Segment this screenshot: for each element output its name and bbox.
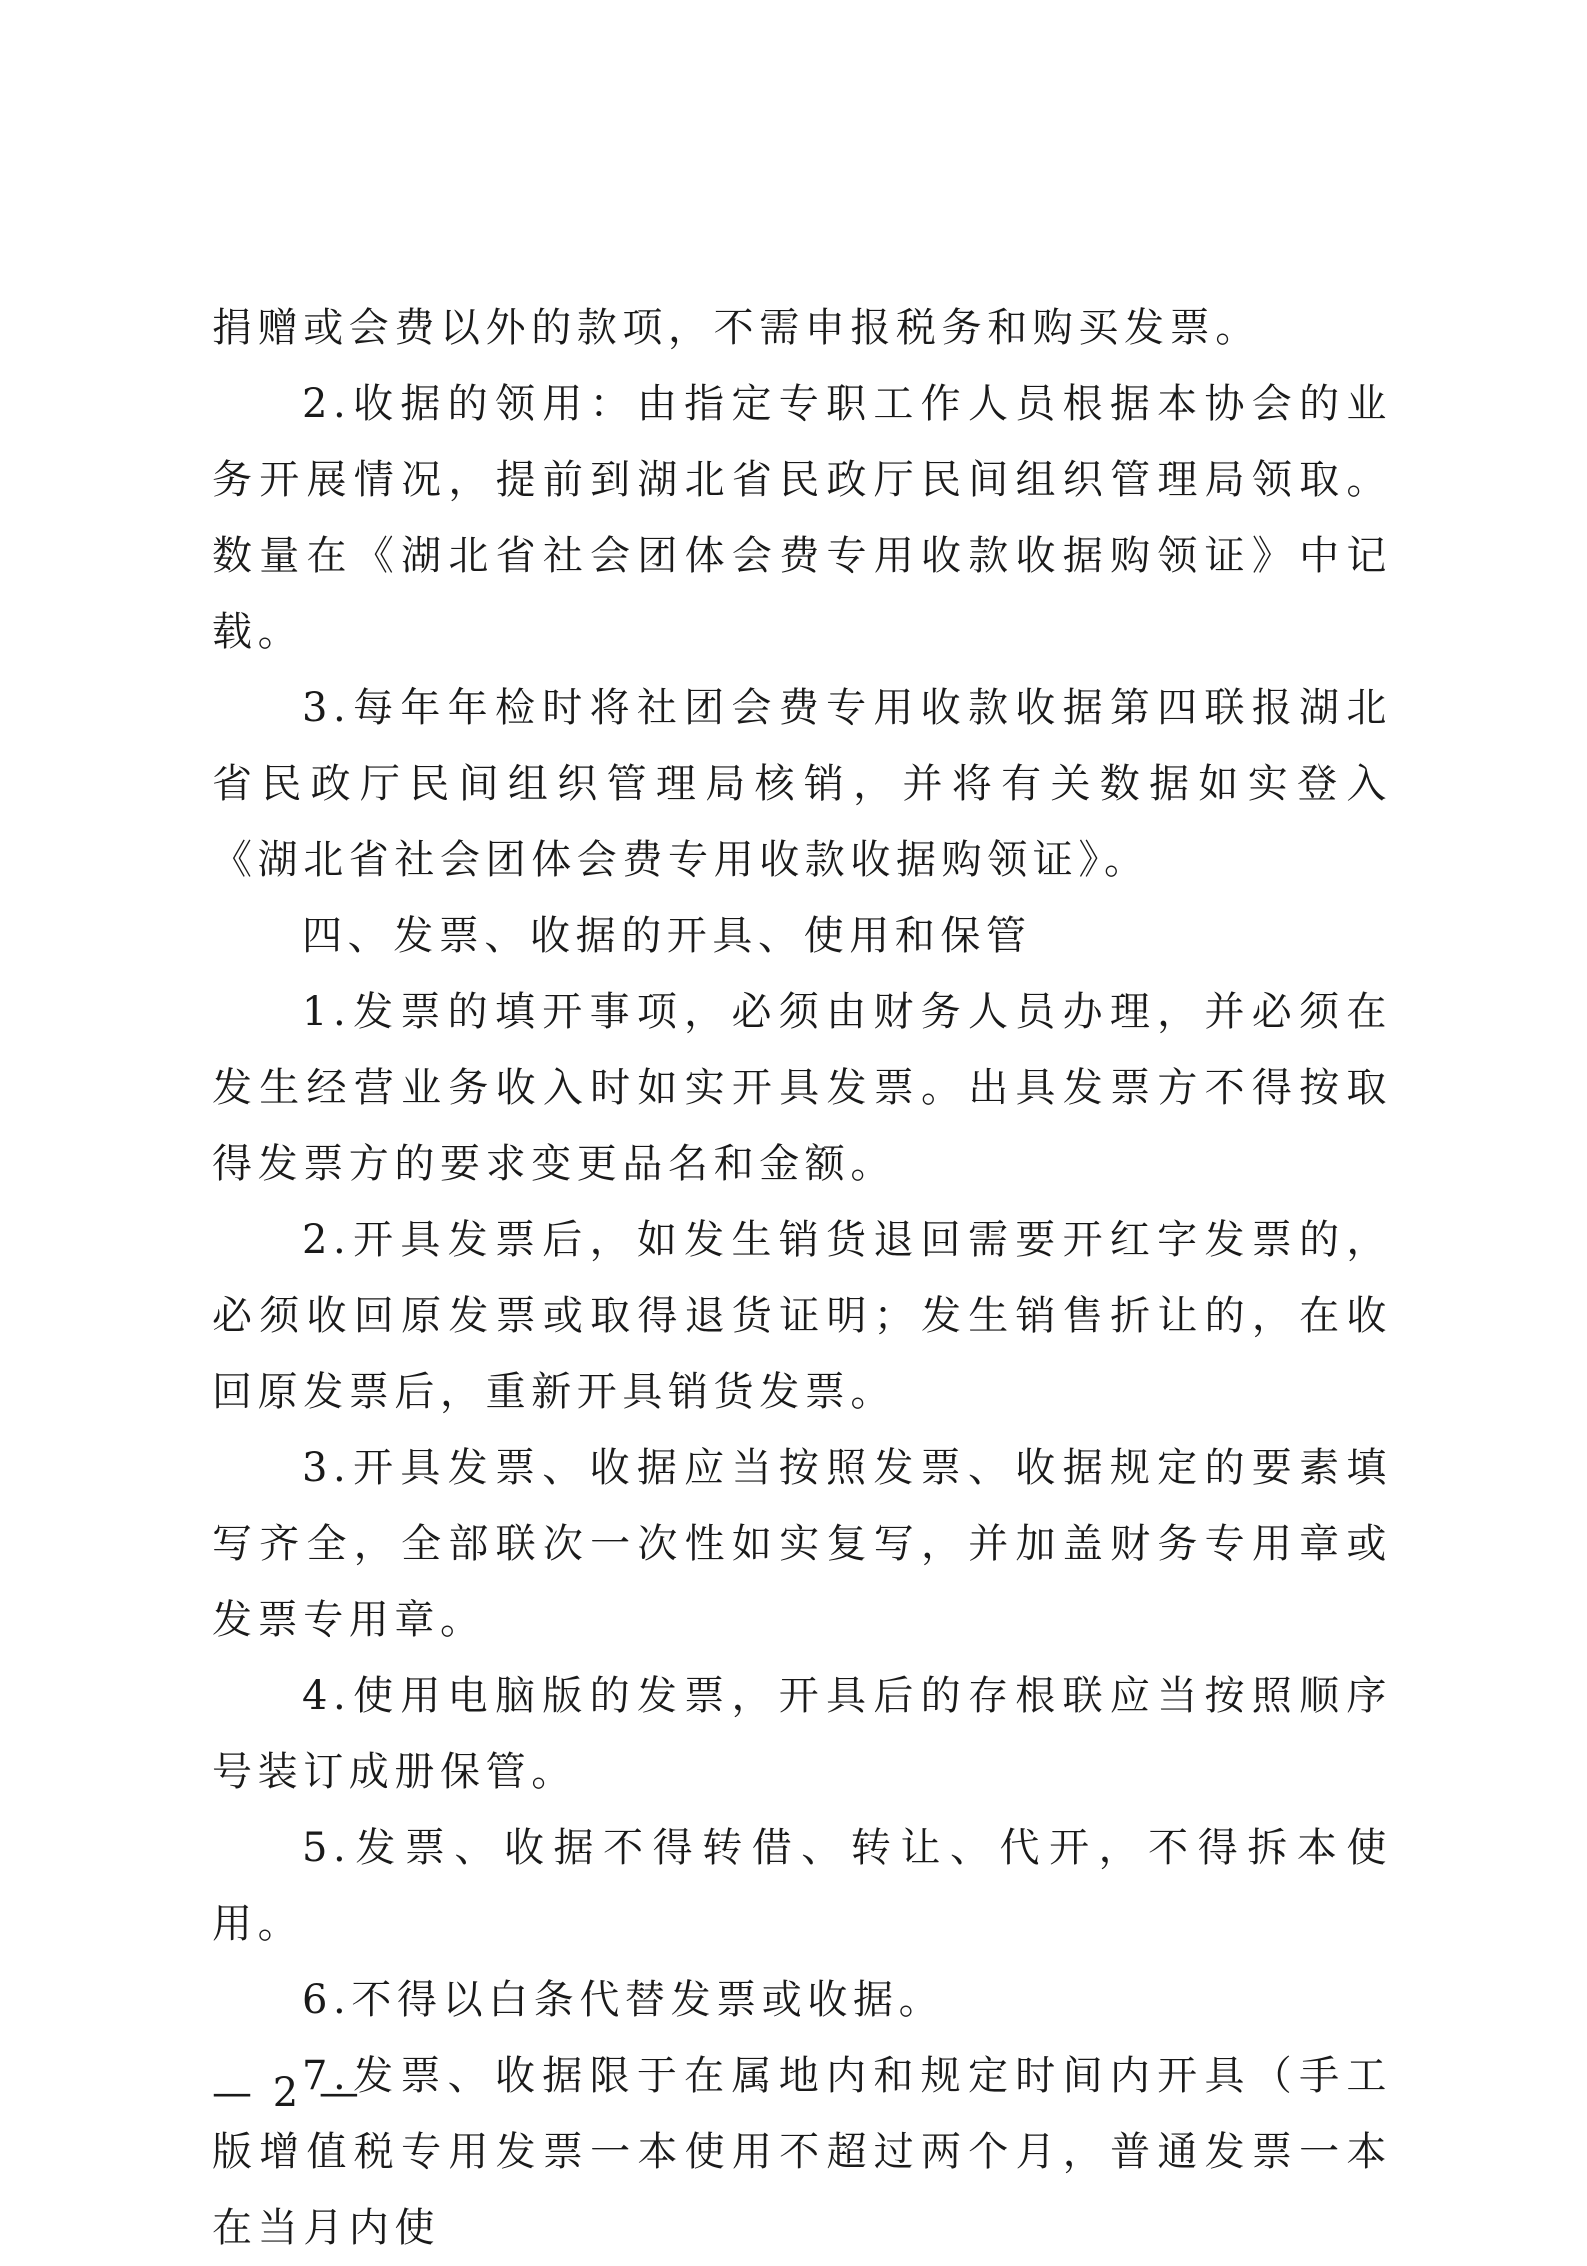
- paragraph-no-white-slip: 6.不得以白条代替发票或收据。: [302, 1977, 945, 2023]
- paragraph-red-invoice: 2.开具发票后，如发生销货退回需要开红字发票的，必须收回原发票或取得退货证明；发生销售折让的，在收回原发票后，重新开具销货发票。: [212, 1217, 1392, 1415]
- paragraph-time-limit: 7.发票、收据限于在属地内和规定时间内开具（手工版增值税专用发票一本使用不超过两个月，普通发票一本在当月内使: [212, 2053, 1392, 2251]
- section-heading-four: 四、发票、收据的开具、使用和保管: [302, 913, 1032, 959]
- document-body: [212, 290, 1392, 2266]
- paragraph-annual-inspection: 3.每年年检时将社团会费专用收款收据第四联报湖北省民政厅民间组织管理局核销，并将有关数据如实登入《湖北省社会团体会费专用收款收据购领证》。: [212, 685, 1392, 883]
- paragraph-receipt-collection: 2.收据的领用：由指定专职工作人员根据本协会的业务开展情况，提前到湖北省民政厅民间组织管理局领取。数量在《湖北省社会团体会费专用收款收据购领证》中记载。: [212, 381, 1392, 655]
- paragraph-invoice-issuing: 1.发票的填开事项，必须由财务人员办理，并必须在发生经营业务收入时如实开具发票。出具发票方不得按取得发票方的要求变更品名和金额。: [212, 989, 1392, 1187]
- paragraph-continuation: 捐赠或会费以外的款项，不需申报税务和购买发票。: [212, 305, 1261, 351]
- paragraph-no-lending: 5.发票、收据不得转借、转让、代开，不得拆本使用。: [212, 1825, 1392, 1947]
- paragraph-computer-invoice: 4.使用电脑版的发票，开具后的存根联应当按照顺序号装订成册保管。: [212, 1673, 1392, 1795]
- page-number: — 2 —: [212, 2070, 363, 2116]
- paragraph-required-elements: 3.开具发票、收据应当按照发票、收据规定的要素填写齐全，全部联次一次性如实复写，并加盖财务专用章或发票专用章。: [212, 1445, 1392, 1643]
